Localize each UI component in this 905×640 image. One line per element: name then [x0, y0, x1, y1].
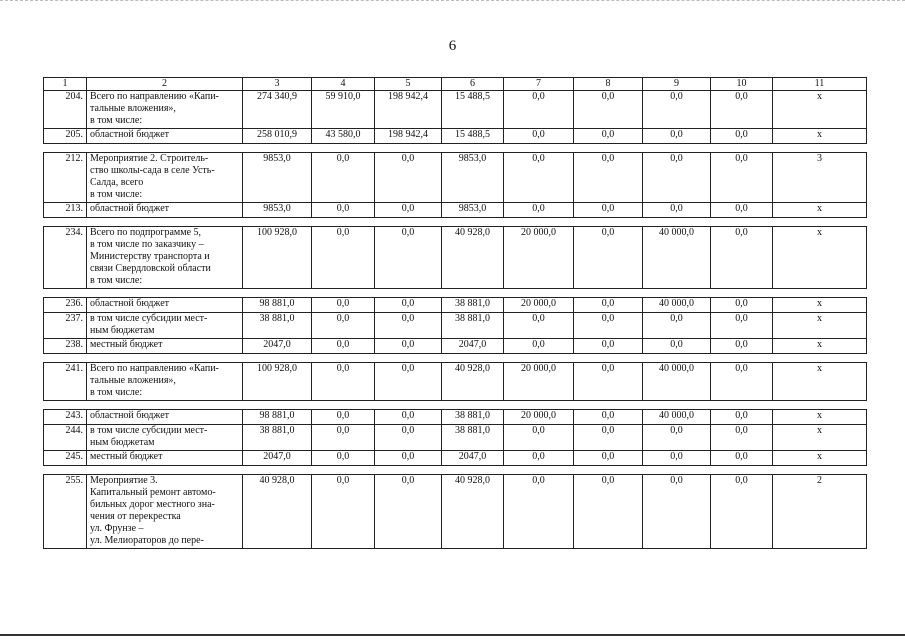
value-cell: 38 881,0 — [243, 425, 312, 451]
value-cell: 0,0 — [643, 475, 711, 549]
row-name-cell: в том числе субсидии мест- ным бюджетам — [87, 425, 243, 451]
value-cell: 2047,0 — [442, 339, 504, 354]
value-cell: x — [773, 91, 867, 129]
value-cell: x — [773, 363, 867, 401]
value-cell: x — [773, 410, 867, 425]
value-cell: 2047,0 — [243, 339, 312, 354]
row-number-cell: 243. — [44, 410, 87, 425]
value-cell: 9853,0 — [442, 203, 504, 218]
value-cell: 0,0 — [312, 475, 375, 549]
column-number-cell: 9 — [643, 78, 711, 91]
value-cell: 258 010,9 — [243, 129, 312, 144]
value-cell: 2047,0 — [442, 451, 504, 466]
row-name-cell: местный бюджет — [87, 339, 243, 354]
value-cell: 0,0 — [711, 410, 773, 425]
value-cell: x — [773, 313, 867, 339]
block-gap — [43, 466, 866, 474]
value-cell: 0,0 — [504, 313, 574, 339]
value-cell: 0,0 — [574, 298, 643, 313]
table-block — [43, 152, 867, 218]
value-cell: 0,0 — [574, 475, 643, 549]
table-row — [44, 410, 867, 425]
value-cell: 0,0 — [312, 298, 375, 313]
value-cell: 0,0 — [574, 153, 643, 203]
row-number-cell: 236. — [44, 298, 87, 313]
value-cell: 0,0 — [504, 339, 574, 354]
table-row — [44, 313, 867, 339]
value-cell: 0,0 — [711, 451, 773, 466]
value-cell: 0,0 — [312, 203, 375, 218]
value-cell: 0,0 — [375, 363, 442, 401]
value-cell: 0,0 — [643, 129, 711, 144]
row-name-cell: Мероприятие 2. Строитель- ство школы-сада в селе Усть- Салда, всего в том числе: — [87, 153, 243, 203]
table-row — [44, 203, 867, 218]
value-cell: 0,0 — [574, 91, 643, 129]
page-number: 6 — [448, 38, 457, 54]
table-row — [44, 339, 867, 354]
row-name-cell: Всего по направлению «Капи- тальные вложения», в том числе: — [87, 363, 243, 401]
row-name-cell: Всего по направлению «Капи- тальные вложения», в том числе: — [87, 91, 243, 129]
value-cell: 3 — [773, 153, 867, 203]
value-cell: 15 488,5 — [442, 129, 504, 144]
table-row — [44, 475, 867, 549]
value-cell: 0,0 — [574, 451, 643, 466]
value-cell: 59 910,0 — [312, 91, 375, 129]
value-cell: 0,0 — [504, 475, 574, 549]
column-number-cell: 8 — [574, 78, 643, 91]
row-number-cell: 245. — [44, 451, 87, 466]
value-cell: 0,0 — [375, 451, 442, 466]
value-cell: 40 928,0 — [243, 475, 312, 549]
value-cell: 0,0 — [643, 425, 711, 451]
value-cell: 0,0 — [574, 203, 643, 218]
value-cell: 100 928,0 — [243, 227, 312, 289]
value-cell: 20 000,0 — [504, 410, 574, 425]
value-cell: 15 488,5 — [442, 91, 504, 129]
table-row — [44, 153, 867, 203]
value-cell: 0,0 — [711, 313, 773, 339]
column-number-cell: 1 — [44, 78, 87, 91]
table-row — [44, 129, 867, 144]
table-row — [44, 451, 867, 466]
row-name-cell: областной бюджет — [87, 203, 243, 218]
value-cell: 38 881,0 — [442, 410, 504, 425]
value-cell: 0,0 — [504, 153, 574, 203]
block-gap — [43, 144, 866, 152]
value-cell: 0,0 — [574, 313, 643, 339]
row-name-cell: Всего по подпрограмме 5, в том числе по заказчику – Министерству транспорта и связи Свердловской области в том числе: — [87, 227, 243, 289]
value-cell: 0,0 — [574, 363, 643, 401]
value-cell: 40 928,0 — [442, 475, 504, 549]
row-name-cell: местный бюджет — [87, 451, 243, 466]
table-block — [43, 409, 867, 466]
column-number-cell: 10 — [711, 78, 773, 91]
row-name-cell: в том числе субсидии мест- ным бюджетам — [87, 313, 243, 339]
value-cell: 0,0 — [375, 298, 442, 313]
value-cell: 0,0 — [711, 153, 773, 203]
row-number-cell: 241. — [44, 363, 87, 401]
row-name-cell: областной бюджет — [87, 129, 243, 144]
row-number-cell: 204. — [44, 91, 87, 129]
value-cell: 0,0 — [643, 313, 711, 339]
table-block — [43, 297, 867, 354]
row-number-cell: 212. — [44, 153, 87, 203]
value-cell: 38 881,0 — [243, 313, 312, 339]
value-cell: 40 000,0 — [643, 363, 711, 401]
scan-bottom-edge — [0, 634, 905, 636]
value-cell: x — [773, 339, 867, 354]
value-cell: 0,0 — [504, 203, 574, 218]
value-cell: 0,0 — [711, 425, 773, 451]
table-block — [43, 77, 867, 144]
value-cell: 9853,0 — [243, 153, 312, 203]
budget-table — [43, 77, 866, 549]
column-number-cell: 4 — [312, 78, 375, 91]
value-cell: 40 000,0 — [643, 227, 711, 289]
value-cell: 40 000,0 — [643, 298, 711, 313]
value-cell: 9853,0 — [243, 203, 312, 218]
value-cell: 0,0 — [711, 339, 773, 354]
value-cell: 0,0 — [504, 129, 574, 144]
value-cell: 20 000,0 — [504, 363, 574, 401]
value-cell: 0,0 — [312, 425, 375, 451]
table-row — [44, 363, 867, 401]
value-cell: 0,0 — [711, 91, 773, 129]
row-name-cell: областной бюджет — [87, 298, 243, 313]
value-cell: 0,0 — [574, 129, 643, 144]
row-number-cell: 255. — [44, 475, 87, 549]
value-cell: 0,0 — [711, 298, 773, 313]
value-cell: 0,0 — [312, 313, 375, 339]
value-cell: x — [773, 298, 867, 313]
value-cell: 0,0 — [504, 451, 574, 466]
value-cell: 0,0 — [574, 410, 643, 425]
value-cell: 0,0 — [711, 203, 773, 218]
value-cell: 43 580,0 — [312, 129, 375, 144]
value-cell: 0,0 — [375, 203, 442, 218]
value-cell: 9853,0 — [442, 153, 504, 203]
value-cell: 0,0 — [574, 339, 643, 354]
table-header-row — [44, 78, 867, 91]
value-cell: 0,0 — [574, 227, 643, 289]
value-cell: 98 881,0 — [243, 410, 312, 425]
value-cell: 0,0 — [504, 91, 574, 129]
value-cell: 38 881,0 — [442, 298, 504, 313]
value-cell: x — [773, 425, 867, 451]
value-cell: 0,0 — [643, 451, 711, 466]
value-cell: 20 000,0 — [504, 227, 574, 289]
value-cell: 0,0 — [375, 410, 442, 425]
table-row — [44, 425, 867, 451]
column-number-cell: 11 — [773, 78, 867, 91]
row-name-cell: областной бюджет — [87, 410, 243, 425]
block-gap — [43, 218, 866, 226]
value-cell: 0,0 — [711, 227, 773, 289]
row-number-cell: 238. — [44, 339, 87, 354]
column-number-cell: 6 — [442, 78, 504, 91]
value-cell: 2047,0 — [243, 451, 312, 466]
value-cell: 0,0 — [375, 425, 442, 451]
value-cell: 0,0 — [312, 153, 375, 203]
table-row — [44, 91, 867, 129]
table-block — [43, 474, 867, 549]
column-number-cell: 5 — [375, 78, 442, 91]
value-cell: 38 881,0 — [442, 313, 504, 339]
value-cell: 0,0 — [375, 153, 442, 203]
table-block — [43, 226, 867, 289]
row-number-cell: 237. — [44, 313, 87, 339]
value-cell: x — [773, 129, 867, 144]
value-cell: 0,0 — [643, 203, 711, 218]
value-cell: 0,0 — [375, 313, 442, 339]
value-cell: 2 — [773, 475, 867, 549]
scan-top-edge — [0, 0, 905, 5]
value-cell: 0,0 — [312, 363, 375, 401]
table-block — [43, 362, 867, 401]
value-cell: x — [773, 227, 867, 289]
row-number-cell: 244. — [44, 425, 87, 451]
column-number-cell: 2 — [87, 78, 243, 91]
value-cell: 198 942,4 — [375, 129, 442, 144]
column-number-cell: 3 — [243, 78, 312, 91]
value-cell: 40 928,0 — [442, 363, 504, 401]
value-cell: 0,0 — [711, 129, 773, 144]
value-cell: 20 000,0 — [504, 298, 574, 313]
value-cell: 0,0 — [711, 475, 773, 549]
value-cell: 198 942,4 — [375, 91, 442, 129]
block-gap — [43, 289, 866, 297]
block-gap — [43, 401, 866, 409]
value-cell: 100 928,0 — [243, 363, 312, 401]
value-cell: 0,0 — [643, 91, 711, 129]
row-number-cell: 205. — [44, 129, 87, 144]
value-cell: 0,0 — [643, 339, 711, 354]
value-cell: 0,0 — [312, 339, 375, 354]
column-number-cell: 7 — [504, 78, 574, 91]
value-cell: 40 000,0 — [643, 410, 711, 425]
value-cell: 0,0 — [643, 153, 711, 203]
value-cell: 0,0 — [375, 475, 442, 549]
block-gap — [43, 354, 866, 362]
row-number-cell: 234. — [44, 227, 87, 289]
value-cell: 0,0 — [312, 227, 375, 289]
value-cell: 0,0 — [504, 425, 574, 451]
value-cell: 40 928,0 — [442, 227, 504, 289]
row-number-cell: 213. — [44, 203, 87, 218]
value-cell: 0,0 — [312, 451, 375, 466]
value-cell: 0,0 — [711, 363, 773, 401]
value-cell: x — [773, 451, 867, 466]
value-cell: 98 881,0 — [243, 298, 312, 313]
value-cell: 0,0 — [375, 339, 442, 354]
value-cell: x — [773, 203, 867, 218]
value-cell: 0,0 — [375, 227, 442, 289]
value-cell: 38 881,0 — [442, 425, 504, 451]
table-row — [44, 298, 867, 313]
value-cell: 0,0 — [312, 410, 375, 425]
row-name-cell: Мероприятие 3. Капитальный ремонт автомо- бильных дорог местного зна- чения от перекрестка ул. Фрунзе – ул. Мелиораторов до пере- — [87, 475, 243, 549]
table-row — [44, 227, 867, 289]
value-cell: 274 340,9 — [243, 91, 312, 129]
value-cell: 0,0 — [574, 425, 643, 451]
